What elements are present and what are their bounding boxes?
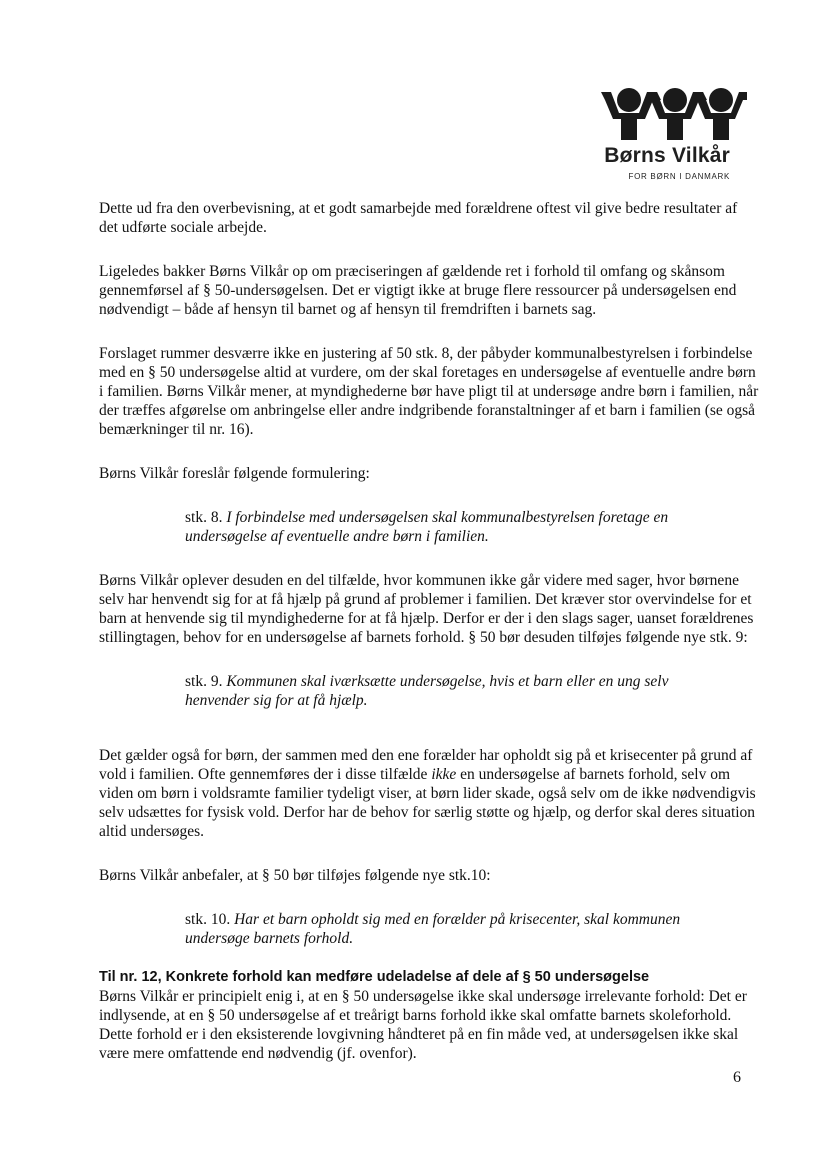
proposal-quote-stk10	[185, 910, 725, 948]
emphasis-text: ikke	[431, 766, 457, 783]
borns-vilkar-logo	[585, 86, 745, 182]
quote-label: stk. 8.	[185, 509, 227, 526]
page-number: 6	[733, 1069, 741, 1086]
paragraph: Børns Vilkår anbefaler, at § 50 bør tilføjes følgende nye stk.10:	[99, 867, 491, 884]
logo-name: Børns Vilkår	[604, 144, 730, 167]
quote-text: Kommunen skal iværksætte undersøgelse, hvis et barn eller en ung selv henvender sig for at få hjælp.	[185, 673, 669, 709]
logo-tagline: FOR BØRN I DANMARK	[628, 172, 730, 181]
quote-text: Har et barn opholdt sig med en forælder på krisecenter, skal kommunen undersøge barnets forhold.	[185, 911, 681, 947]
three-children-figures-icon	[597, 86, 747, 142]
document-body	[99, 199, 759, 1063]
paragraph: Børns Vilkår er principielt enig i, at en § 50 undersøgelse ikke skal undersøge irrelevante forhold: Det er indlysende, at en § 50 undersøgelse af et treårigt barns forhold ikke skal omfatte barnets skoleforhold. Dette forhold er i den eksisterende lovgivning håndteret på en fin måde ved, at undersøgelsen ikke skal være mere omfattende end nødvendig (jf. ovenfor).	[99, 988, 747, 1062]
paragraph: Børns Vilkår oplever desuden en del tilfælde, hvor kommunen ikke går videre med sager, hvor børnene selv har henvendt sig for at få hjælp på grund af problemer i familien. Det kræver stor overvindelse for et barn at henvende sig til myndighederne for at få hjælp. Derfor er der i den slags sager, uanset forældrenes stillingtagen, behov for en undersøgelse af barnets forhold. § 50 bør desuden tilføjes følgende nye stk. 9:	[99, 572, 754, 646]
proposal-quote-stk9	[185, 672, 725, 710]
quote-label: stk. 10.	[185, 911, 235, 928]
quote-text: I forbindelse med undersøgelsen skal kommunalbestyrelsen foretage en undersøgelse af eventuelle andre børn i familien.	[185, 509, 669, 545]
quote-label: stk. 9.	[185, 673, 227, 690]
paragraph: Ligeledes bakker Børns Vilkår op om præciseringen af gældende ret i forhold til omfang og skånsom gennemførsel af § 50-undersøgelsen. Det er vigtigt ikke at bruge flere ressourcer på undersøgelsen end nødvendigt – både af hensyn til barnet og af hensyn til fremdriften i barnets sag.	[99, 263, 737, 318]
paragraph-text: en undersøgelse af barnets forhold, selv om viden om børn i voldsramte familier tydeligt viser, at børn lider skade, også selv om de ikke nødvendigvis selv udsættes for fysisk vold. Derfor har de behov for særlig støtte og hjælp, og derfor skal deres situation altid undersøges.	[99, 766, 756, 840]
paragraph: Forslaget rummer desværre ikke en justering af 50 stk. 8, der påbyder kommunalbestyrelsen i forbindelse med en § 50 undersøgelse altid at vurdere, om der skal foretages en undersøgelse af eventuelle andre børn i familien. Børns Vilkår mener, at myndighederne bør have pligt til at undersøge andre børn i familien, når der træffes afgørelse om anbringelse eller andre indgribende foranstaltninger af et barn i familien (se også bemærkninger til nr. 16).	[99, 345, 759, 438]
proposal-quote-stk8	[185, 508, 725, 546]
paragraph: Dette ud fra den overbevisning, at et godt samarbejde med forældrene oftest vil give bedre resultater af det udførte sociale arbejde.	[99, 200, 738, 236]
paragraph-text: Det gælder også for børn, der sammen med den ene forælder har opholdt sig på et krisecenter på grund af vold i familien. Ofte gennemføres der i disse tilfælde	[99, 747, 753, 783]
paragraph: Børns Vilkår foreslår følgende formulering:	[99, 465, 370, 482]
paragraph	[99, 746, 759, 841]
section-heading: Til nr. 12, Konkrete forhold kan medføre udeladelse af dele af § 50 undersøgelse	[99, 969, 650, 985]
